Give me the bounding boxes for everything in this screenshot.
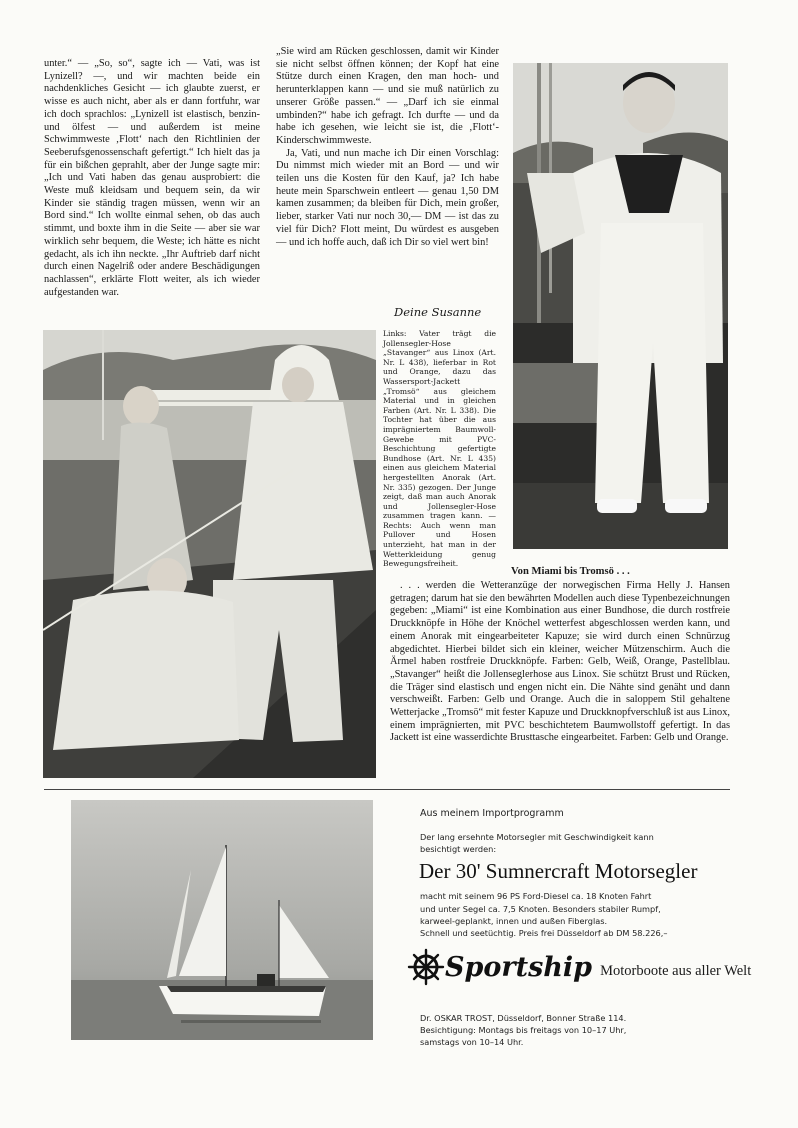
article-paragraph: Ja, Vati, und nun mache ich Dir einen Vorschlag: Du nimmst mich wieder mit an Bord — und wir teilen uns die Kosten für den Kauf, ja? Ich habe heute mein Sparschwein entleert — genau 1,50 DM kamen zusammen; da bleiben für Dich, mein großer, lieber, starker Vati nur noch 30,— DM — ist das zu viel für Dich? Flott meint, Du würdest es ausgeben — und ich hoffe auch, daß ich Dir so viel wert bin! bbox=[276, 147, 499, 248]
ad-kicker: Aus meinem Importprogramm bbox=[420, 808, 564, 819]
sailboat-illustration bbox=[71, 800, 373, 1040]
photo-family-illustration bbox=[43, 330, 376, 778]
ad-address-line-1: Dr. OSKAR TROST, Düsseldorf, Bonner Straße 114. bbox=[420, 1013, 627, 1023]
photo-family-on-jetty bbox=[43, 330, 376, 778]
article-column-2 bbox=[276, 46, 499, 249]
divider-rule bbox=[44, 789, 730, 790]
sportship-logo bbox=[407, 948, 751, 986]
ad-specs-line-2: und unter Segel ca. 7,5 Knoten. Besonders stabiler Rumpf, bbox=[420, 904, 661, 914]
brand-name: Sportship bbox=[445, 951, 593, 983]
ad-intro-line-2: besichtigt werden: bbox=[420, 844, 497, 854]
photo-man-illustration bbox=[513, 63, 728, 549]
article-column-1 bbox=[44, 58, 260, 299]
ad-address-line-2: Besichtigung: Montags bis freitags von 10–17 Uhr, bbox=[420, 1025, 627, 1035]
ad-specs-line-4: Schnell und seetüchtig. Preis frei Düsseldorf ab DM 58.226,– bbox=[420, 928, 668, 938]
article-paragraph: „Sie wird am Rücken geschlossen, damit wir Kinder sie nicht selbst öffnen können; der Kopf hat eine Stütze durch einen Kragen, den man hoch- und herunterklappen kann — und sie muß natürlich zu unserer Größe passen.“ — „Darf ich sie einmal umbinden?“ habe ich gefragt. Ich durfte — und da habe ich gesehen, wie leicht sie ist, die ‚Flott‘-Kinderschwimmweste. bbox=[276, 46, 499, 146]
ad-specs-line-1: macht mit seinem 96 PS Ford-Diesel ca. 18 Knoten Fahrt bbox=[420, 891, 652, 901]
ad-title: Der 30' Sumnercraft Motorsegler bbox=[419, 859, 698, 883]
photo-caption: Links: Vater trägt die Jollensegler-Hose „Stavanger“ aus Linox (Art. Nr. L 438), lieferbar in Rot und Orange, dazu das Wassersport-Jackett „Tromsö“ aus gleichem Material und in gleichen Farben (Art. Nr. L 338). Die Tochter hat über die aus imprägniertem Baumwoll-Gewebe mit PVC-Beschichtung gefertigte Bundhose (Art. Nr. L 435) einen aus gleichem Material hergestellten Anorak (Art. Nr. 335) gezogen. Der Junge zeigt, daß man auch Anorak und Jollensegler-Hose zusammen tragen kann. — Rechts: Auch wenn man Pullover und Hosen unterzieht, hat man in der Wetterkleidung genug Bewegungsfreiheit. bbox=[383, 329, 496, 569]
section-text bbox=[390, 580, 730, 745]
article-paragraph: unter.“ — „So, so“, sagte ich — Vati, was ist Lynizell? —, und wir machten beide ein nachdenkliches Gesicht — ich glaubte zuerst, er wisse es auch nicht, aber als er dann fortfuhr, war ich doch sprachlos: „Lynizell ist elastisch, benzin- und ölfest — und außerdem ist meine Schwimmweste ‚Flott‘ nach den Richtlinien der Seeberufsgenossenschaft gefertigt.“ Ich hielt das ja für ein bißchen geprahlt, aber der Junge sagte mir: „Ich und Vati haben das genau ausprobiert: die Weste muß kleidsam und bequem sein, da wir Kinder sie ständig tragen müssen, wenn wir an Bord sind.“ Ich wollte einmal sehen, ob das auch stimmt, und boxte ihm in die Seite — aber sie war wirklich sehr bequem, die Weste; ich hätte es nicht gedacht, als ich ihn neckte. „Ihr Auftrieb darf nicht durch einen Nagelriß oder andere Beschädigungen nachlassen“, erklärte Flott weiter, als ich wieder aufgestanden war. bbox=[44, 58, 260, 298]
photo-sailboat bbox=[71, 800, 373, 1040]
ad-address-line-3: samstags von 10–14 Uhr. bbox=[420, 1037, 524, 1047]
ad-specs-line-3: karweel-geplankt, innen und außen Fiberglas. bbox=[420, 916, 608, 926]
brand-tagline: Motorboote aus aller Welt bbox=[600, 962, 752, 979]
photo-man-sailing-suit bbox=[513, 63, 728, 549]
ad-intro-line-1: Der lang ersehnte Motorsegler mit Geschwindigkeit kann bbox=[420, 832, 654, 842]
section-heading: Von Miami bis Tromsö . . . bbox=[511, 566, 630, 577]
ship-wheel-icon bbox=[407, 948, 445, 986]
section-paragraph: . . . werden die Wetteranzüge der norwegischen Firma Helly J. Hansen getragen; darum hat sie den bewährten Modellen auch diese Typenbezeichnungen gegeben: „Miami“ ist eine Kombination aus einer Bundhose, die durch rostfreie Druckknöpfe in Höhe der Knöchel wetterfest abgeschlossen werden kann, und einem Anorak mit eingearbeiteter Kapuze; sie wird durch einen Schnürzug abgedichtet. Hierbei bildet sich ein kleiner, weicher Mützenschirm. Auch die Ärmel haben rostfreie Druckknöpfe. Farben: Gelb, Weiß, Orange, Pastellblau. „Stavanger“ heißt die Jollenseglerhose aus Linox. Sie schützt Brust und Rücken, die Träger sind elastisch und engen nicht ein. Die Nähte sind genäht und dann verschweißt. Farben: Gelb und Orange. Auch die in saloppem Stil gehaltene Wetterjacke „Tromsö“ mit fester Kapuze und Druckknopfverschluß ist aus Linox, einem imprägnierten, mit PVC beschichtetem Baumwollstoff gefertigt. In das Jackett ist eine wasserdichte Brusttasche eingearbeitet. Farben: Gelb und Orange. bbox=[390, 580, 730, 744]
signature: Deine Susanne bbox=[394, 305, 482, 319]
